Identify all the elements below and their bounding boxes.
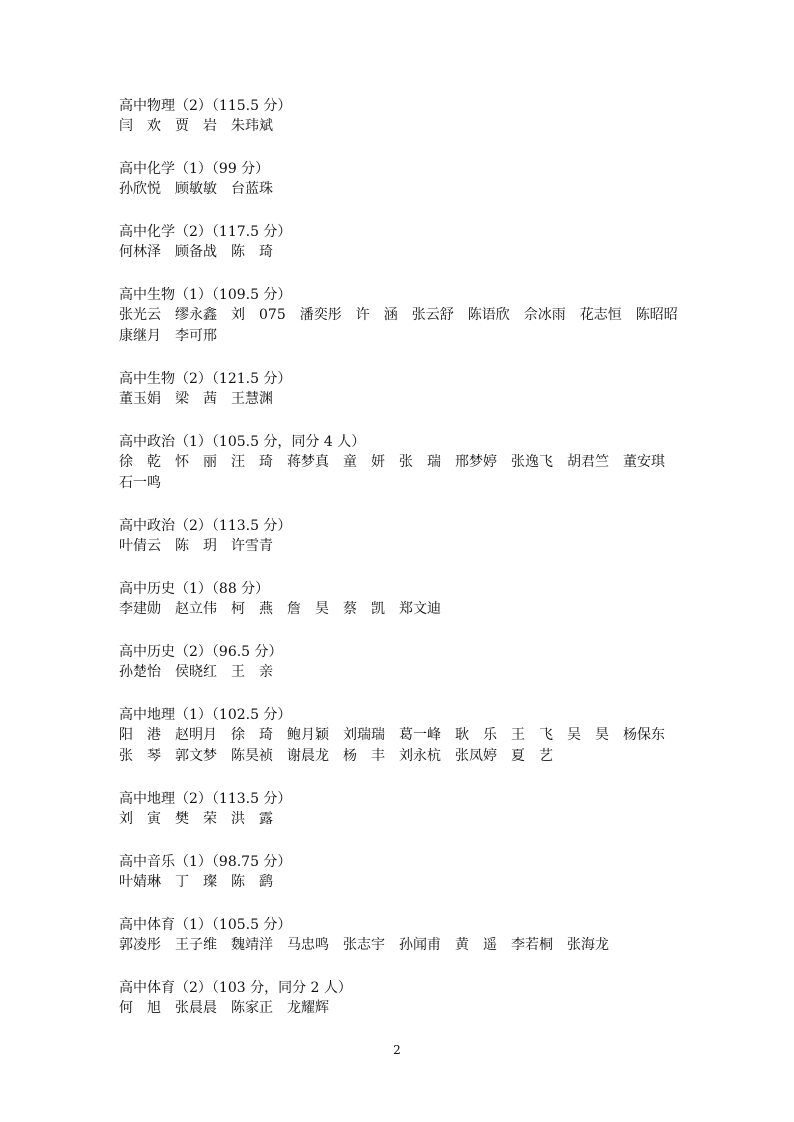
name-line: 董玉娟 梁 茜 王慧渊 xyxy=(119,391,273,407)
section-heading: 高中地理（2）（113.5 分） xyxy=(119,791,292,807)
section-heading: 高中历史（2）（96.5 分） xyxy=(119,644,283,660)
section-biology-2 xyxy=(119,369,679,410)
section-politics-2 xyxy=(119,516,679,557)
name-line: 阳 港 赵明月 徐 琦 鲍月颖 刘瑞瑞 葛一峰 耿 乐 王 飞 吴 昊 杨保东 xyxy=(119,727,665,743)
section-pe-2 xyxy=(119,978,679,1019)
section-heading: 高中生物（1）（109.5 分） xyxy=(119,287,292,303)
section-pe-1 xyxy=(119,915,679,956)
section-heading: 高中化学（1）（99 分） xyxy=(119,161,270,177)
name-line: 叶婧琳 丁 璨 陈 鹞 xyxy=(119,874,273,890)
name-line: 康继月 李可邢 xyxy=(119,328,217,344)
name-line: 徐 乾 怀 丽 汪 琦 蒋梦真 童 妍 张 瑞 邢梦婷 张逸飞 胡君竺 董安琪 xyxy=(119,454,665,470)
document-body xyxy=(119,96,679,1041)
section-geography-1 xyxy=(119,705,679,767)
name-line: 何林泽 顾备战 陈 琦 xyxy=(119,244,273,260)
name-line: 叶倩云 陈 玥 许雪青 xyxy=(119,538,273,554)
name-line: 刘 寅 樊 荣 洪 露 xyxy=(119,811,273,827)
section-heading: 高中化学（2）（117.5 分） xyxy=(119,224,292,240)
section-physics-2 xyxy=(119,96,679,137)
name-line: 孙欣悦 顾敏敏 台蓝珠 xyxy=(119,181,273,197)
section-biology-1 xyxy=(119,285,679,347)
section-geography-2 xyxy=(119,789,679,830)
name-line: 张光云 缪永鑫 刘 075 潘奕彤 许 涵 张云舒 陈语欣 佘冰雨 花志恒 陈昭昭 xyxy=(119,307,678,323)
section-chemistry-2 xyxy=(119,222,679,263)
name-line: 郭凌彤 王子维 魏靖洋 马忠鸣 张志宇 孙闻甫 黄 遥 李若桐 张海龙 xyxy=(119,937,609,953)
section-chemistry-1 xyxy=(119,159,679,200)
name-line: 张 琴 郭文梦 陈昊祯 谢晨龙 杨 丰 刘永杭 张凤婷 夏 艺 xyxy=(119,748,553,764)
name-line: 闫 欢 贾 岩 朱玮斌 xyxy=(119,118,273,134)
name-line: 李建勋 赵立伟 柯 燕 詹 昊 蔡 凯 郑文迪 xyxy=(119,601,441,617)
section-heading: 高中体育（1）（105.5 分） xyxy=(119,917,292,933)
page-number: 2 xyxy=(393,1043,401,1057)
section-heading: 高中生物（2）（121.5 分） xyxy=(119,371,292,387)
section-heading: 高中地理（1）（102.5 分） xyxy=(119,707,292,723)
section-history-2 xyxy=(119,642,679,683)
section-heading: 高中音乐（1）（98.75 分） xyxy=(119,854,292,870)
section-history-1 xyxy=(119,579,679,620)
section-heading: 高中历史（1）（88 分） xyxy=(119,581,270,597)
section-heading: 高中政治（1）（105.5 分，同分 4 人） xyxy=(119,434,366,450)
section-music-1 xyxy=(119,852,679,893)
section-heading: 高中政治（2）（113.5 分） xyxy=(119,518,292,534)
section-heading: 高中物理（2）（115.5 分） xyxy=(119,98,292,114)
section-politics-1 xyxy=(119,432,679,494)
section-heading: 高中体育（2）（103 分，同分 2 人） xyxy=(119,980,352,996)
name-line: 石一鸣 xyxy=(119,475,161,491)
name-line: 孙楚怡 侯晓红 王 亲 xyxy=(119,664,273,680)
name-line: 何 旭 张晨晨 陈家正 龙耀辉 xyxy=(119,1000,329,1016)
